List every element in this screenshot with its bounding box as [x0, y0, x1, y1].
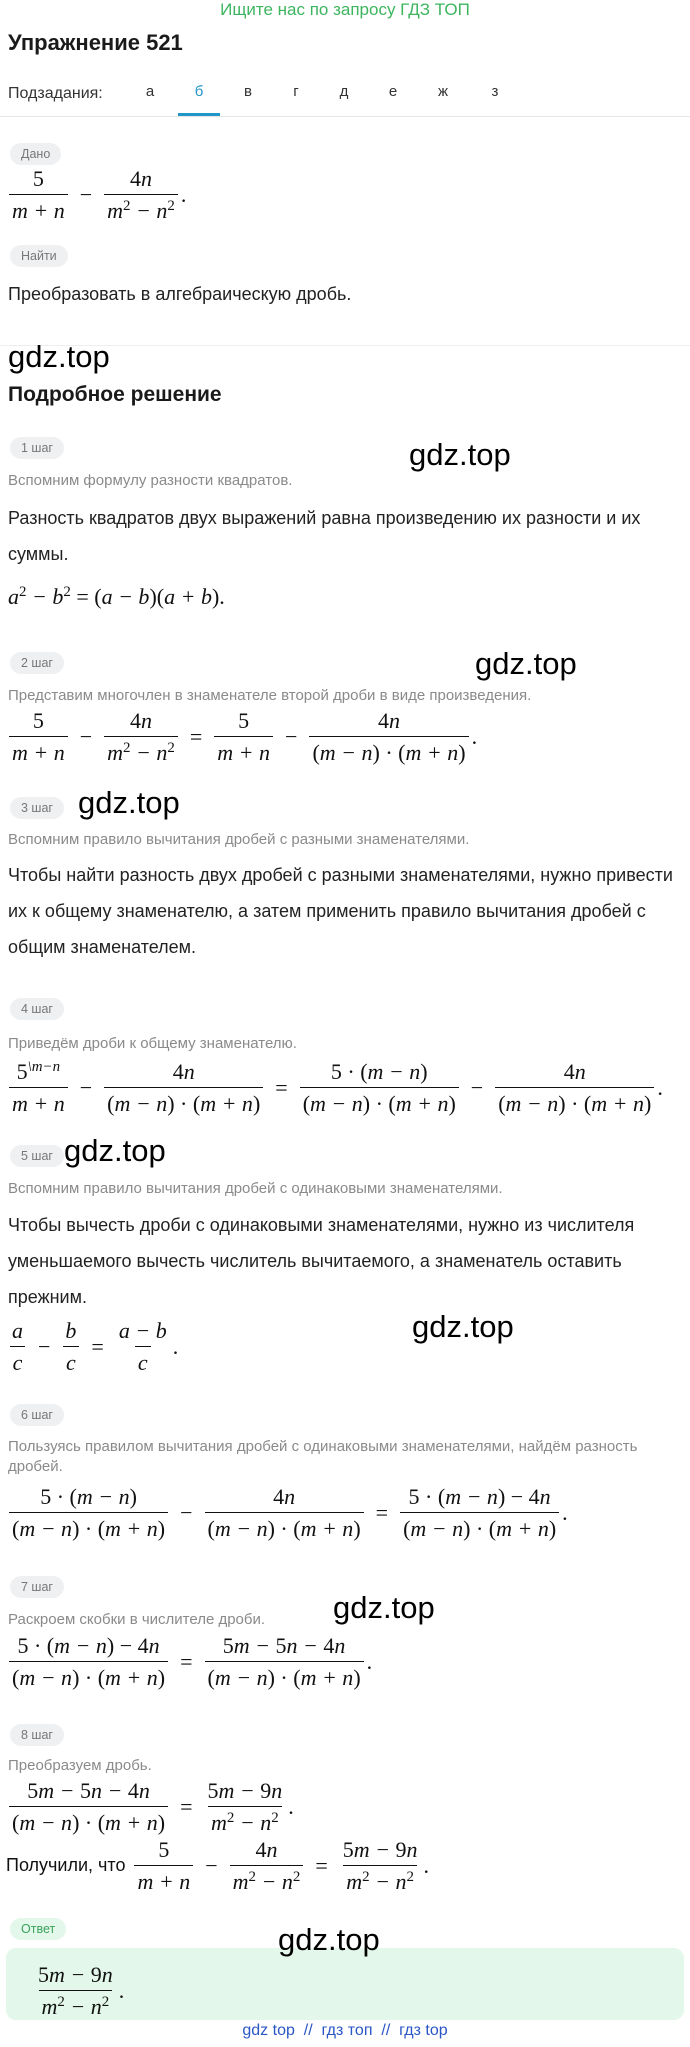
watermark: gdz.top [78, 785, 180, 820]
tab-a[interactable]: а [145, 83, 155, 100]
find-text: Преобразовать в алгебраическую дробь. [8, 284, 352, 304]
tabs-divider [0, 116, 690, 117]
step-hint: Пользуясь правилом вычитания дробей с одинаковыми знаменателями, найдём разность дробей. [8, 1438, 638, 1475]
tab-zh[interactable]: ж [437, 83, 449, 100]
step-hint: Вспомним правило вычитания дробей с одинаковыми знаменателями. [8, 1180, 503, 1197]
step-badge: 1 шаг [10, 437, 64, 459]
watermark: gdz.top [8, 339, 110, 374]
step-badge: 2 шаг [10, 652, 64, 674]
step-formula: $a^2 - b^2 = (a - b)(a + b)$. [8, 583, 225, 609]
answer-formula: $\frac{5m - 9n}{m^2 - n^2}$ . [38, 1962, 125, 2020]
step-formula: $\frac{5 \cdot (m - n)}{(m - n) \cdot (m + n)}$ − $\frac{4n}{(m - n) \cdot (m + n)}$ = $\frac{5 \cdot (m - n) - 4n}{(m - n) \cdot (m + n)}$ . [6, 1484, 568, 1542]
step-formula: $\frac{5 \cdot (m - n) - 4n}{(m - n) \cdot (m + n)}$ = $\frac{5m - 5n - 4n}{(m - n) \cdot (m + n)}$ . [6, 1633, 372, 1691]
step-hint: Вспомним формулу разности квадратов. [8, 472, 293, 489]
watermark: gdz.top [412, 1309, 514, 1344]
step-hint: Преобразуем дробь. [8, 1757, 152, 1774]
conclusion-prefix: Получили, что [6, 1855, 126, 1876]
tab-d[interactable]: д [339, 83, 349, 100]
subtasks-label: Подзадания: [8, 85, 103, 102]
watermark: gdz.top [333, 1590, 435, 1625]
solution-title: Подробное решение [8, 383, 222, 406]
step-badge: 6 шаг [10, 1404, 64, 1426]
given-expression: $\frac{5}{m + n}$ − $\frac{4n}{m^2 - n^2}$ . [6, 166, 186, 224]
page-title: Упражнение 521 [8, 30, 183, 55]
step-badge: 7 шаг [10, 1576, 64, 1598]
step-hint: Вспомним правило вычитания дробей с разными знаменателями. [8, 831, 470, 848]
watermark: gdz.top [409, 437, 511, 472]
step-badge: 8 шаг [10, 1724, 64, 1746]
step-hint: Приведём дроби к общему знаменателю. [8, 1035, 297, 1052]
tab-b[interactable]: б [194, 83, 204, 100]
watermark: gdz.top [64, 1133, 166, 1168]
find-badge: Найти [10, 245, 68, 267]
answer-badge: Ответ [10, 1918, 66, 1940]
step-formula: $\frac{a}{c}$ − $\frac{b}{c}$ = $\frac{a - b}{c}$ . [6, 1318, 178, 1376]
step-text: Разность квадратов двух выражений равна произведению их разности и их суммы. [8, 508, 641, 564]
top-banner[interactable]: Ищите нас по запросу ГДЗ ТОП [220, 0, 470, 19]
tab-g[interactable]: г [293, 83, 299, 100]
given-badge: Дано [10, 143, 61, 165]
step-badge: 5 шаг [10, 1145, 64, 1167]
step-text: Чтобы вычесть дроби с одинаковыми знаменателями, нужно из числителя уменьшаемого вычесть числитель вычитаемого, а знаменатель оставить прежним. [8, 1215, 635, 1307]
footer-links[interactable]: gdz top // гдз топ // гдз top [242, 2022, 448, 2039]
step-formula: $\frac{5}{m + n}$ − $\frac{4n}{m^2 - n^2}$ = $\frac{5}{m + n}$ − $\frac{4n}{(m - n) \cdot (m + n)}$ . [6, 708, 477, 766]
tab-v[interactable]: в [244, 83, 252, 100]
step-formula: $\frac{5^{\backslash m-n}}{m + n}$ − $\frac{4n}{(m - n) \cdot (m + n)}$ = $\frac{5 \cdot (m - n)}{(m - n) \cdot (m + n)}$ − $\frac{4n}{(m - n) \cdot (m + n)}$ . [6, 1059, 663, 1117]
tab-e[interactable]: е [388, 83, 398, 100]
step-hint: Раскроем скобки в числителе дроби. [8, 1611, 266, 1628]
step-hint: Представим многочлен в знаменателе второй дроби в виде произведения. [8, 687, 532, 704]
step-badge: 4 шаг [10, 998, 64, 1020]
watermark: gdz.top [278, 1922, 380, 1957]
step-badge: 3 шаг [10, 797, 64, 819]
step-formula: $\frac{5m - 5n - 4n}{(m - n) \cdot (m + n)}$ = $\frac{5m - 9n}{m^2 - n^2}$ . [6, 1778, 294, 1836]
conclusion-formula: Получили, что $\frac{5}{m + n}$ − $\frac{4n}{m^2 - n^2}$ = $\frac{5m - 9n}{m^2 - n^2}$ . [6, 1837, 430, 1895]
tab-z[interactable]: з [491, 83, 499, 100]
step-text: Чтобы найти разность двух дробей с разными знаменателями, нужно привести их к общему знаменателю, а затем применить правило вычитания дробей с общим знаменателем. [8, 865, 673, 957]
watermark: gdz.top [475, 646, 577, 681]
